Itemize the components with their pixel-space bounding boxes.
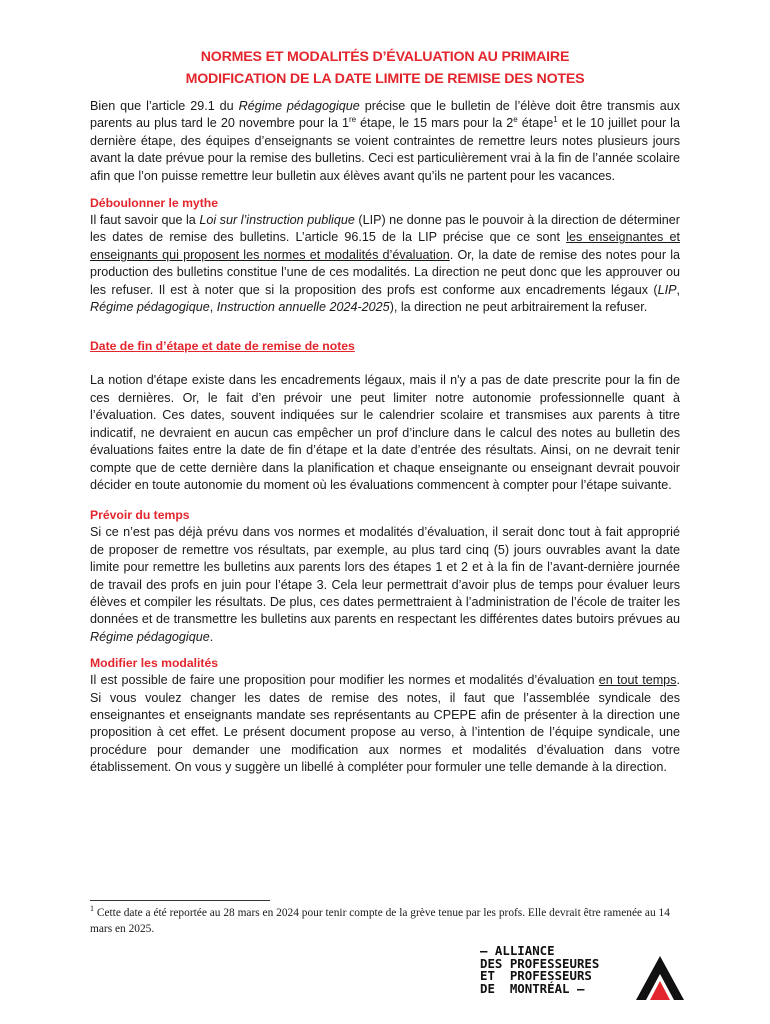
section-heading-modifier: Modifier les modalités bbox=[90, 656, 218, 671]
title-line-2: MODIFICATION DE LA DATE LIMITE DE REMISE DES NOTES bbox=[185, 71, 585, 87]
document-page bbox=[90, 46, 680, 777]
section-heading-fin-etape: Date de fin d’étape et date de remise de notes bbox=[90, 339, 355, 354]
logo-line-4: DE MONTRÉAL — bbox=[480, 980, 585, 996]
document-title bbox=[90, 46, 680, 90]
footnote-reference: 1 bbox=[553, 115, 558, 125]
alliance-logo-wordmark bbox=[480, 945, 599, 995]
intro-paragraph: Bien que l’article 29.1 du Régime pédagogique précise que le bulletin de l’élève doit être transmis aux parents au plus tard le 20 novembre pour la 1re étape, le 15 mars pour la 2e étape$^1$ et le 10 juillet pour la dernière étape, des équipes d’enseignants se voient contraintes de remettre leurs notes plusieurs jours avant la date prévue pour la remise des bulletins. Ceci est particulièrement vrai à la fin de l’année scolaire afin que l’on puisse remettre leur bulletin aux élèves avant qu’ils ne partent pour les vacances. bbox=[90, 99, 681, 183]
logo-line-2: DES PROFESSEURES bbox=[480, 955, 600, 971]
section-paragraph-modifier: Il est possible de faire une proposition pour modifier les normes et modalités d’évaluation en tout temps. Si vous voulez changer les dates de remise des notes, il faut que l’assemblée syndicale des enseignantes et enseignants mandate ses représentants au CPEPE afin de présenter à la direction une proposition à cet effet. Le présent document propose au verso, à l’intention de l’équipe syndicale, une procédure pour demander une modification aux normes et modalités d’évaluation dans votre établissement. On vous y suggère un libellé à compléter pour formuler une telle demande à la direction. bbox=[90, 673, 680, 775]
alliance-logo-icon bbox=[636, 956, 684, 1000]
section-paragraph-mythe: Il faut savoir que la Loi sur l’instruction publique (LIP) ne donne pas le pouvoir à la direction de déterminer les dates de remise des bulletins. L’article 96.15 de la LIP précise que ce sont les enseignantes et enseignants qui proposent les normes et modalités d’évaluation. Or, la date de remise des notes pour la production des bulletins constitue l’une de ces modalités. La direction ne peut donc que les approuver ou les refuser. Il est à noter que si la proposition des profs est conforme aux encadrements légaux (LIP, Régime pédagogique, Instruction annuelle 2024-2025), la direction ne peut arbitrairement la refuser. bbox=[90, 213, 680, 315]
footnote-separator bbox=[90, 900, 270, 901]
logo-line-1: — ALLIANCE bbox=[480, 943, 555, 958]
footnote-marker: 1 bbox=[90, 904, 94, 914]
section-paragraph-fin-etape: La notion d'étape existe dans les encadrements légaux, mais il n'y a pas de date prescrite pour la fin de ces dernières. Or, le fait d’en prévoir une peut limiter notre autonomie professionnelle quant à l’évaluation. Ces dates, souvent indiquées sur le calendrier scolaire et transmises aux parents à titre indicatif, ne devraient en aucun cas empêcher un prof d’inclure dans le calcul des notes au bulletin des évaluations faites entre la date de fin d’étape et la date d’entrée des résultats. Ainsi, on ne devrait tenir compte que de cette dernière dans la planification et chaque enseignante ou enseignant devrait pouvoir décider en toute autonomie du moment où les évaluations commencent à compter pour l’étape suivante. bbox=[90, 373, 680, 492]
logo-line-3: ET PROFESSEURS bbox=[480, 968, 592, 984]
section-paragraph-prevoir: Si ce n’est pas déjà prévu dans vos normes et modalités d’évaluation, il serait donc tout à fait approprié de proposer de remettre vos résultats, par exemple, au plus tard cinq (5) jours ouvrables avant la date limite pour remettre les bulletins aux parents lors des étapes 1 et 2 et à la fin de l’avant-dernière journée de travail des profs en juin pour l’étape 3. Cela leur permettrait d’avoir plus de temps pour évaluer leurs élèves et compiler les résultats. De plus, ces dates permettraient à l’administration de l’école de traiter les données et de transmettre les bulletins aux parents en respectant les différentes dates butoirs prévues au Régime pédagogique. bbox=[90, 525, 680, 644]
section-heading-prevoir: Prévoir du temps bbox=[90, 508, 190, 523]
footnote: $^1$ Cette date a été reportée au 28 mars en 2024 pour tenir compte de la grève tenue par les profs. Elle devrait être ramenée au 14 mars en 2025. bbox=[90, 904, 670, 935]
section-heading-mythe: Déboulonner le mythe bbox=[90, 196, 218, 211]
title-line-1: NORMES ET MODALITÉS D’ÉVALUATION AU PRIMAIRE bbox=[200, 49, 570, 65]
